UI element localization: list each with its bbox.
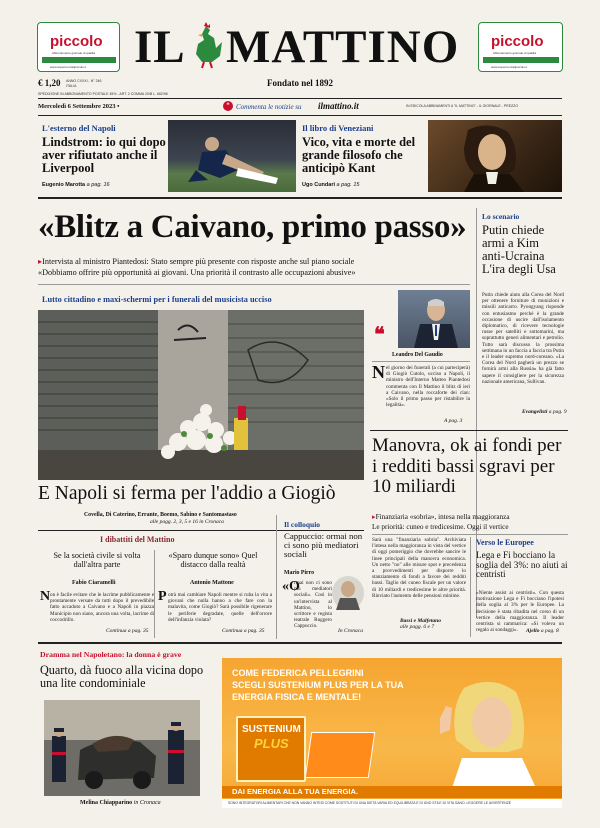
teaser-right-headline[interactable]: Vico, vita e morte del grande filosofo che anticipò Kant (302, 135, 416, 176)
minister-photo (398, 290, 470, 348)
masthead-rule (38, 98, 562, 99)
ad-right-stripe (483, 57, 559, 63)
masthead-ad-left[interactable] (37, 22, 120, 72)
date-rule (38, 115, 562, 116)
dibattito-1-body: on è facile evitare che le lacrime pubblicamente e prontamente versate da tutti dopo il prevedibile fatto accaduto a Caivano e a Napoli in piazza Municipio non siano, ancora una volta, lacrime di coccodrillo. (50, 592, 154, 623)
lead-dropcap: N (372, 362, 385, 382)
lead-deck-1-text: Intervista al ministro Piantedosi: Stato sempre più presente con risposte anche sul piano sociale (42, 257, 355, 266)
dibattito-2-headline[interactable]: «Sparo dunque sono» Quel distacco dalla realtà (168, 551, 258, 569)
masthead-ad-right[interactable] (478, 22, 563, 72)
sustenium-advert[interactable] (222, 658, 562, 808)
advert-tagline: DAI ENERGIA ALLA TUA ENERGIA. (232, 787, 358, 796)
lead-end-rule (370, 430, 568, 431)
advert-product: SUSTENIUM (242, 724, 301, 735)
manovra-deck-1-text: Finanziaria «sobria», intesa nella maggioranza (375, 513, 510, 521)
scenario-byline: Evangelisti (522, 409, 548, 415)
europe-ref (526, 628, 559, 634)
masthead-title-left: IL (134, 21, 186, 73)
colloquio-kicker: Il colloquio (284, 520, 321, 529)
dibattiti-divider (154, 550, 155, 638)
ad-right-sub: Abbonamento giornale di qualità (493, 51, 537, 55)
colloquio-divider (276, 515, 277, 639)
drama-section: in Cronaca (133, 800, 161, 806)
lead-deck-2: «Dobbiamo offrire più opportunità ai giovani. Una priorità il contrasto alle occupazioni abusive» (38, 268, 356, 277)
teaser-right-byline (302, 182, 359, 188)
dibattito-1-page: Continua a pag. 35 (106, 628, 149, 634)
right-fine-print: IN EDICOLA ABBINAMENTI A "IL MATTINO" - IL GIORNALE - PREZZO (406, 104, 519, 108)
dibattito-2-page: Continua a pag. 35 (222, 628, 265, 634)
lead-body: el giorno dei funerali (a cui parteciperà) di Giogiò Cutolo, ucciso a Napoli, il ministro dell'Interno Matteo Piantedosi commenta con Il Mattino il blitz di ieri a Caivano, nella roccaforte dei clan: «Solo il primo passo per ristabilire la legalità». (386, 365, 470, 409)
quote-icon: ❝ (374, 324, 385, 346)
dibattito-1-dropcap: N (40, 589, 51, 604)
scenario-ref (522, 409, 567, 415)
rooster-icon (188, 22, 224, 68)
teaser-left-page: a pag. 16 (86, 182, 110, 188)
colloquio-photo (332, 576, 364, 610)
teaser-right-kicker: Il libro di Veneziani (302, 123, 374, 133)
manovra-arrow-icon: ▸ (372, 513, 376, 521)
lead-deck-1 (38, 256, 470, 266)
dibattito-2-author: Antonio Mattone (190, 580, 234, 586)
manovra-ref (400, 618, 441, 630)
teaser-left-headline[interactable]: Lindstrom: io qui dopo aver rifiutato anche il Liverpool (42, 135, 166, 176)
colloquio-dropcap: «O (282, 579, 300, 594)
scenario-headline[interactable]: Putin chiede armi a Kim anti-Ucraina L'ira degli Usa (482, 223, 556, 277)
funeral-credits (84, 512, 237, 518)
funeral-credits-ref (150, 519, 224, 525)
teaser-left-kicker: L'esterno del Napoli (42, 123, 116, 133)
colloquio-section: In Cronaca (338, 628, 364, 634)
lead-byline: Leandro Del Gaudio (392, 352, 443, 358)
comment-icon[interactable]: ❝ (223, 101, 233, 111)
teaser-right-author: Ugo Cundari (302, 182, 335, 188)
lower-rule (38, 642, 562, 644)
europe-divider (470, 537, 471, 637)
lead-deck-rule (38, 284, 470, 285)
ad-right-brand: piccolo (491, 33, 544, 50)
drama-photo (44, 700, 200, 796)
ad-left-stripe (42, 57, 116, 63)
teaser-left-author: Eugenio Marotta (42, 182, 86, 188)
price: € 1,20 (38, 78, 61, 88)
manovra-headline[interactable]: Manovra, ok ai fondi per i redditi bassi sgravi per 10 miliardi (372, 435, 562, 498)
europe-page: a pag. 8 (540, 628, 559, 634)
europe-body: «Niente assist ai centristi». Con questa motivazione Lega e Fi bocciano l'ipotesi della soglia al 3% per le Europee. La decisione è stata ribadita nel corso di un vertice della maggioranza. Il leader centrista si rammarica: «Si voleva un regalo ai sondaggi». (476, 590, 564, 634)
drama-headline[interactable]: Quarto, dà fuoco alla vicina dopo una lite condominiale (40, 663, 204, 690)
date: Mercoledì 6 Settembre 2023 • (38, 103, 120, 110)
price-note-2: ITALIA (66, 84, 77, 88)
dibattiti-kicker: I dibattiti del Mattino (100, 535, 175, 544)
dibattito-1-headline[interactable]: Se la società civile si volta dall'altra parte (53, 551, 141, 569)
funeral-credits-page: alle pagg. 2, 3, 5 e 16 (150, 519, 198, 525)
manovra-body: Sarà una "finanziaria sobria". Archiviata l'intesa nella maggioranza in vista del vertice di oggi pomeriggio che dovrebbe sancire le linee principali della manovra economica. Un netto "no" alle misure spot e precedenza a provvedimenti per disporre lo stanziamento di fondi a favore dei redditi bassi. Taglio del cuneo fiscale per un valore di 10 miliardi e tredicesime le altre priorità. Rinviato l'aumento delle pensioni minime. (372, 537, 466, 599)
promo-site-link[interactable]: ilmattino.it (318, 101, 359, 111)
drama-kicker: Dramma nel Napoletano: la donna è grave (40, 650, 182, 659)
ad-left-url: www.supermercatipiccolo.it (50, 65, 87, 69)
lead-headline[interactable]: «Blitz a Caivano, primo passo» (38, 209, 467, 245)
advert-product-plus: PLUS (254, 736, 289, 751)
lead-page: A pag. 3 (444, 418, 463, 424)
colloquio-author: Mario Pirro (284, 570, 314, 576)
colloquio-headline[interactable]: Cappuccio: ormai non ci sono più mediatori sociali (284, 531, 363, 560)
manovra-page: alle pagg. 6 e 7 (400, 624, 435, 630)
teaser-rule (38, 197, 562, 199)
funeral-kicker: Lutto cittadino e maxi-schermi per i funerali del musicista ucciso (42, 295, 272, 304)
colloquio-body: rmai non ci sono più mediatori sociali». Così in un'intervista al Mattino, lo scrittore e regista teatrale Ruggero Cappuccio. (294, 580, 332, 630)
dibattito-2-body: otrà mai cambiare Napoli mentre si ruba la vita a giovani che nulla hanno a che fare con la malavita, come Giogiò? Sarà possibile rigenerare le periferie degradate, quelle dell'orrore dell'infanzia violata? (168, 592, 272, 623)
teaser-right-page: a pag. 15 (336, 182, 360, 188)
left-fine-print: SPEDIZIONE IN ABBONAMENTO POSTALE 45% - ART. 2 COMMA 20/B L. 662/96 (38, 92, 168, 96)
scenario-body: Putin chiede aiuto alla Corea del Nord per ottenere forniture di munizioni e missili anticarro. Pyongyang risponde con entusiasmo perché è la grande occasione di uscire dall'isolamento diplomatico, di ricevere tecnologie russe per satelliti e sottomarini, ma soprattutto generi alimentari e petrolio. Tutto sarà discusso la prossima settimana in un faccia a faccia tra Putin e il leader supremo nord-coreano. «La Corea del Nord pagherà un prezzo se fornirà armi alla Russia» ha già fatto sapere il consigliere per la sicurezza nazionale americana, Sullivan. (482, 292, 564, 385)
scenario-kicker: Lo scenario (482, 212, 520, 221)
ad-left-sub: Abbonamento giornale di qualità (52, 51, 96, 55)
funeral-credits-names: Covella, Di Caterino, Errante, Boemo, Sabino e Santomastaso (84, 512, 237, 518)
price-note-1: ANNO CXXXI - N° 246 (66, 79, 102, 83)
teaser-left-photo (168, 120, 296, 192)
funeral-photo (38, 310, 364, 480)
masthead-title-right: MATTINO (226, 21, 460, 73)
manovra-deck-2: Le priorità: cuneo e tredicesime. Oggi il vertice (372, 523, 509, 531)
advert-sachet (305, 732, 375, 778)
drama-byline: Melina Chiapparino (80, 800, 133, 806)
lead-byline-rule (372, 361, 470, 362)
teaser-right-portrait (428, 120, 562, 192)
dibattito-1-author: Fabio Ciaramelli (72, 580, 116, 586)
founded: Fondato nel 1892 (267, 78, 334, 88)
manovra-byline: Bassi e Malfetano (400, 618, 441, 624)
advert-line-2: SCEGLI SUSTENIUM PLUS PER LA TUA (232, 680, 404, 690)
manovra-deck-rule (372, 534, 568, 535)
funeral-headline[interactable]: E Napoli si ferma per l'addio a Giogiò (38, 483, 336, 504)
europe-byline: Ajello (526, 628, 540, 634)
ad-right-url: www.supermercatipiccolo.it (491, 65, 528, 69)
deck-arrow-icon: ▸ (38, 257, 43, 266)
advert-line-1: COME FEDERICA PELLEGRINI (232, 668, 364, 678)
europe-headline[interactable]: Lega e Fi bocciano la soglia del 3%: no aiuti ai centristi (476, 550, 568, 580)
drama-ref (80, 800, 161, 806)
europe-kicker: Verso le Europee (476, 538, 534, 547)
advert-fine: SONO INTEGRATORI ALIMENTARI CHE NON VANNO INTESI COME SOSTITUTI DI UNA DIETA VARIA ED EQUILIBRATA E DI UNO STILE DI VITA SANO. LEGGERE LE AVVERTENZE (222, 799, 562, 808)
advert-line-3: ENERGIA FISICA E MENTALE! (232, 692, 362, 702)
ad-left-brand: piccolo (50, 33, 103, 50)
manovra-deck-1 (372, 512, 510, 521)
advert-model (412, 678, 562, 788)
teaser-left-byline (42, 182, 110, 188)
promo-text: Commenta le notizie su (236, 103, 302, 111)
scenario-page: a pag. 9 (548, 409, 567, 415)
funeral-credits-section: in Cronaca (199, 519, 224, 525)
dibattito-2-dropcap: P (158, 589, 167, 604)
